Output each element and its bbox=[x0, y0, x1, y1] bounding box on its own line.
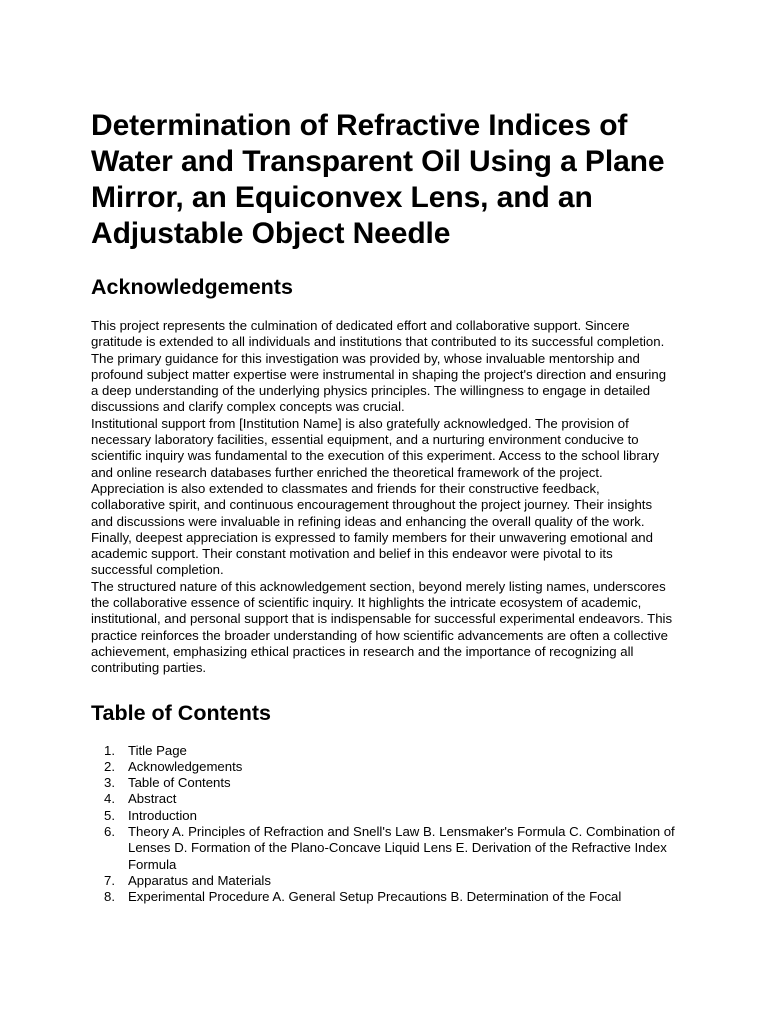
ack-paragraph: This project represents the culmination of dedicated effort and collaborative support. Sincere gratitude is extended to all individuals and institutions that contributed to its successful completion. bbox=[91, 318, 665, 350]
toc-item-text: Experimental Procedure A. General Setup Precautions B. Determination of the Focal bbox=[128, 889, 622, 905]
toc-item-number: 4. bbox=[104, 791, 115, 807]
acknowledgements-heading: Acknowledgements bbox=[91, 275, 293, 299]
ack-paragraph: The structured nature of this acknowledgement section, beyond merely listing names, underscores the collaborative essence of scientific inquiry. It highlights the intricate ecosystem of academic, institutional, and personal support that is indispensable for successful experimental endeavors. This practice reinforces the broader understanding of how scientific advancements are often a collective achievement, emphasizing ethical practices in research and the importance of recognizing all contributing parties. bbox=[91, 578, 673, 676]
toc-item-number: 2. bbox=[104, 758, 115, 774]
ack-paragraph: Finally, deepest appreciation is expressed to family members for their unwavering emotional and academic support. Their constant motivation and belief in this endeavor were pivotal to its successful completion. bbox=[91, 529, 653, 578]
toc-item bbox=[91, 775, 677, 791]
toc-item-text: Abstract bbox=[128, 791, 177, 807]
toc-item bbox=[91, 759, 677, 775]
toc-item-number: 1. bbox=[104, 742, 115, 758]
toc-item-number: 6. bbox=[104, 824, 115, 840]
toc-item bbox=[91, 743, 677, 759]
toc-item bbox=[91, 808, 677, 824]
toc-item bbox=[91, 889, 677, 905]
toc-list bbox=[91, 743, 677, 906]
ack-paragraph: Appreciation is also extended to classmates and friends for their constructive feedback, collaborative spirit, and continuous encouragement throughout the project journey. Their insights and discussions were invaluable in refining ideas and enhancing the overall quality of the work. bbox=[91, 480, 653, 529]
toc-item bbox=[91, 791, 677, 807]
toc-item bbox=[91, 873, 677, 889]
document-page bbox=[91, 108, 677, 906]
toc-item-text: Title Page bbox=[128, 742, 187, 758]
ack-paragraph: The primary guidance for this investigation was provided by, whose invaluable mentorship and profound subject matter expertise were instrumental in shaping the project's direction and ensuring a deep understanding of the underlying physics principles. The willingness to engage in detailed discussions and clarify complex concepts was crucial. bbox=[91, 350, 667, 415]
toc-item-number: 7. bbox=[104, 872, 115, 888]
toc-item-number: 3. bbox=[104, 775, 115, 791]
toc-heading: Table of Contents bbox=[91, 700, 271, 725]
toc-item-text: Introduction bbox=[128, 807, 197, 823]
toc-item-text: Table of Contents bbox=[128, 775, 231, 791]
toc-item-text: Acknowledgements bbox=[128, 758, 243, 774]
toc-item-text: Apparatus and Materials bbox=[128, 872, 271, 888]
toc-item bbox=[91, 824, 677, 873]
document-title: Determination of Refractive Indices of Water and Transparent Oil Using a Plane Mirror, an Equiconvex Lens, and an Adjustable Object Needle bbox=[91, 109, 665, 250]
toc-item-number: 8. bbox=[104, 889, 115, 905]
toc-item-number: 5. bbox=[104, 807, 115, 823]
ack-paragraph: Institutional support from [Institution Name] is also gratefully acknowledged. The provision of necessary laboratory facilities, essential equipment, and a nurturing environment conducive to scientific inquiry was fundamental to the execution of this experiment. Access to the school library and online research databases further enriched the theoretical framework of the project. bbox=[91, 415, 660, 480]
acknowledgements-body bbox=[91, 318, 677, 677]
toc-item-text: Theory A. Principles of Refraction and Snell's Law B. Lensmaker's Formula C. Combination of Lenses D. Formation of the Plano-Concave Liquid Lens E. Derivation of the Refractive Index Formula bbox=[128, 824, 675, 872]
